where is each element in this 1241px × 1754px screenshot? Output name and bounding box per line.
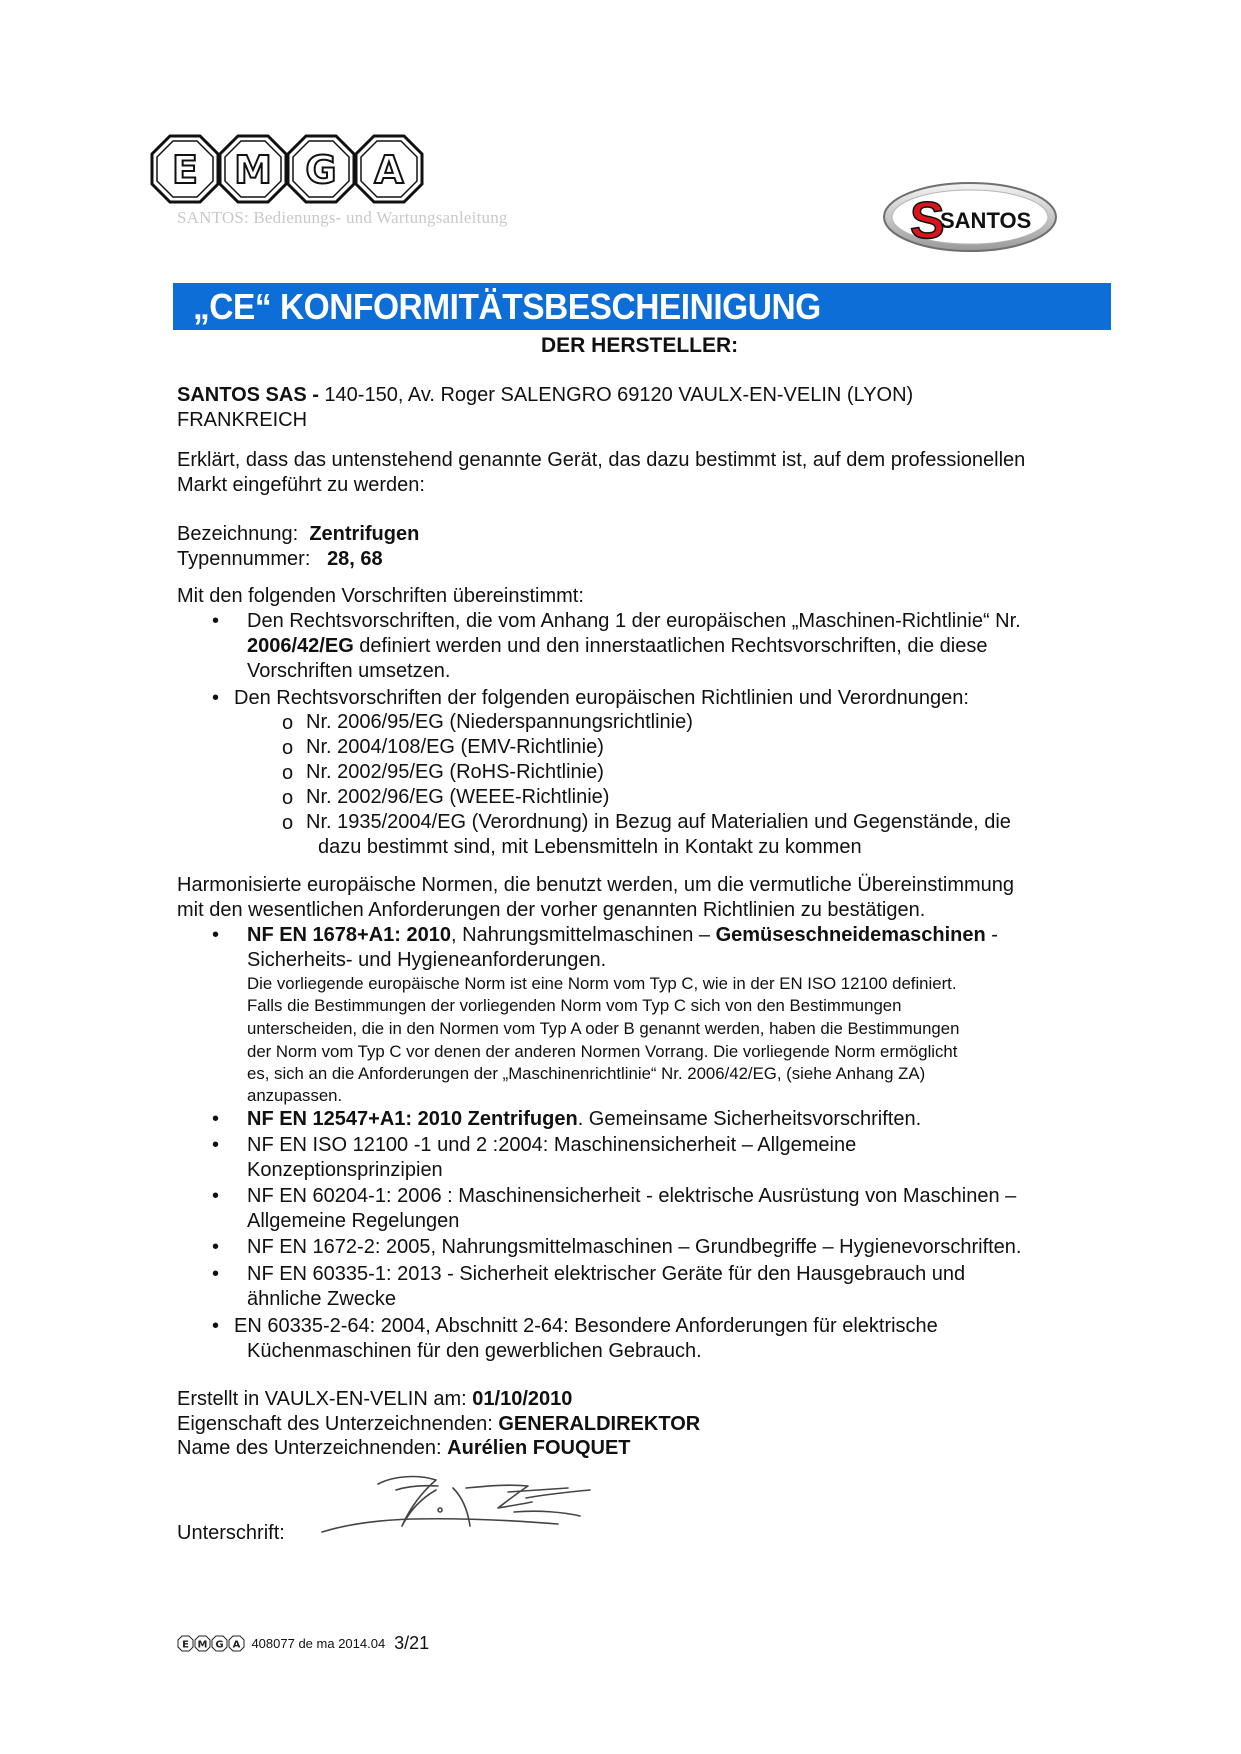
- standard-1-note-3: unterscheiden, die in den Normen vom Typ A oder B genannt werden, haben die Bestimmungen: [247, 1019, 960, 1038]
- directive-4: Nr. 2002/96/EG (WEEE-Richtlinie): [306, 786, 610, 808]
- regulation-1-line-1: Den Rechtsvorschriften, die vom Anhang 1 der europäischen „Maschinen-Richtlinie“ Nr.: [247, 610, 1021, 632]
- emga-mini-a: A: [232, 1639, 241, 1650]
- directive-5-line-2: dazu bestimmt sind, mit Lebensmitteln in Kontakt zu kommen: [318, 836, 862, 858]
- regulation-1-number: 2006/42/EG: [247, 635, 354, 657]
- document-reference: 408077 de ma 2014.04: [251, 1636, 386, 1651]
- bullet-icon: •: [212, 924, 220, 946]
- declaration-line-1: Erklärt, dass das untenstehend genannte Gerät, das dazu bestimmt ist, auf dem professionellen: [177, 449, 1026, 471]
- standard-2-text: . Gemeinsame Sicherheitsvorschriften.: [577, 1108, 922, 1130]
- signature-image: [318, 1468, 618, 1553]
- santos-logo: [880, 180, 1060, 260]
- emga-letter-g: G: [305, 148, 337, 192]
- emga-mini-logo: [177, 1635, 247, 1653]
- signer-role-label: Eigenschaft des Unterzeichnenden:: [177, 1413, 499, 1435]
- bullet-icon: •: [212, 1263, 220, 1285]
- type-number-value: 28, 68: [327, 548, 383, 570]
- directive-5: Nr. 1935/2004/EG (Verordnung) in Bezug auf Materialien und Gegenstände, die: [306, 811, 1011, 833]
- manufacturer-country: FRANKREICH: [177, 409, 308, 431]
- emga-letter-m: M: [234, 148, 272, 192]
- circle-bullet-icon: o: [282, 787, 294, 809]
- regulations-intro: Mit den folgenden Vorschriften übereinstimmt:: [177, 585, 584, 607]
- signer-name-label: Name des Unterzeichnenden:: [177, 1437, 448, 1459]
- bullet-icon: •: [212, 1134, 220, 1156]
- footer: [177, 1633, 429, 1654]
- emga-mini-m: M: [197, 1639, 208, 1650]
- standard-4-line-1: NF EN 60204-1: 2006 : Maschinensicherheit - elektrische Ausrüstung von Maschinen –: [247, 1185, 1017, 1207]
- company-name: SANTOS SAS -: [177, 384, 319, 406]
- circle-bullet-icon: o: [282, 762, 294, 784]
- svg-text:S: S: [910, 192, 945, 250]
- bullet-icon: •: [212, 1108, 220, 1130]
- santos-logo-text: SANTOS: [940, 208, 1032, 233]
- bullet-icon: •: [212, 610, 220, 632]
- signature-label: Unterschrift:: [177, 1522, 285, 1544]
- standard-1-line-1: [247, 923, 998, 948]
- standard-1-note-1: Die vorliegende europäische Norm ist eine Norm vom Typ C, wie in der EN ISO 12100 definiert.: [247, 974, 957, 993]
- emga-letter-e: E: [172, 148, 198, 192]
- standard-1-code: NF EN 1678+A1: 2010: [247, 924, 452, 946]
- emga-letter-a: A: [374, 148, 404, 192]
- directive-3: Nr. 2002/95/EG (RoHS-Richtlinie): [306, 761, 604, 783]
- signer-role: GENERALDIREKTOR: [498, 1413, 701, 1435]
- bullet-icon: •: [212, 1185, 220, 1207]
- manufacturer-heading: DER HERSTELLER:: [541, 334, 739, 357]
- standard-1-line-2: Sicherheits- und Hygieneanforderungen.: [247, 949, 607, 971]
- page-number: 3/21: [394, 1633, 430, 1653]
- emga-mini-e: E: [182, 1639, 189, 1650]
- circle-bullet-icon: o: [282, 737, 294, 759]
- created-in-row: [177, 1387, 572, 1412]
- manufacturer-address: [177, 383, 913, 408]
- regulation-2: Den Rechtsvorschriften der folgenden europäischen Richtlinien und Verordnungen:: [234, 687, 969, 709]
- bullet-icon: •: [212, 687, 220, 709]
- standard-1-mid: , Nahrungsmittelmaschinen –: [451, 924, 716, 946]
- address-text: 140-150, Av. Roger SALENGRO 69120 VAULX-EN-VELIN (LYON): [318, 384, 914, 406]
- created-in-label: Erstellt in VAULX-EN-VELIN am:: [177, 1388, 473, 1410]
- directive-1: Nr. 2006/95/EG (Niederspannungsrichtlinie): [306, 711, 693, 733]
- standard-7-line-1: EN 60335-2-64: 2004, Abschnitt 2-64: Besondere Anforderungen für elektrische: [234, 1315, 938, 1337]
- standard-6-line-1: NF EN 60335-1: 2013 - Sicherheit elektrischer Geräte für den Hausgebrauch und: [247, 1263, 966, 1285]
- standard-1-note-5: es, sich an die Anforderungen der „Maschinenrichtlinie“ Nr. 2006/42/EG, (siehe Anhang ZA): [247, 1064, 926, 1083]
- type-number-row: [177, 547, 383, 572]
- created-date: 01/10/2010: [472, 1388, 573, 1410]
- standard-2: [247, 1107, 921, 1132]
- signer-name-row: [177, 1436, 631, 1461]
- standard-4-line-2: Allgemeine Regelungen: [247, 1210, 460, 1232]
- standard-3-line-2: Konzeptionsprinzipien: [247, 1159, 443, 1181]
- standard-1-end: -: [985, 924, 998, 946]
- standards-intro-line-1: Harmonisierte europäische Normen, die benutzt werden, um die vermutliche Übereinstimmung: [177, 874, 1015, 896]
- designation-value: Zentrifugen: [309, 523, 420, 545]
- emga-logo: [148, 132, 438, 211]
- regulation-1-line-2-text: definiert werden und den innerstaatlichen Rechtsvorschriften, die diese: [353, 635, 988, 657]
- standard-5: NF EN 1672-2: 2005, Nahrungsmittelmaschinen – Grundbegriffe – Hygienevorschriften.: [247, 1236, 1022, 1258]
- signer-role-row: [177, 1412, 700, 1437]
- standard-7-line-2: Küchenmaschinen für den gewerblichen Gebrauch.: [247, 1340, 702, 1362]
- signer-name: Aurélien FOUQUET: [447, 1437, 631, 1459]
- manual-subtitle: SANTOS: Bedienungs- und Wartungsanleitung: [177, 208, 508, 227]
- standard-2-code: NF EN 12547+A1: 2010 Zentrifugen: [247, 1108, 578, 1130]
- type-number-label: Typennummer:: [177, 548, 311, 570]
- standard-1-note-2: Falls die Bestimmungen der vorliegenden Norm vom Typ C sich von den Bestimmungen: [247, 996, 902, 1015]
- designation-label: Bezeichnung:: [177, 523, 299, 545]
- circle-bullet-icon: o: [282, 712, 294, 734]
- directive-2: Nr. 2004/108/EG (EMV-Richtlinie): [306, 736, 604, 758]
- circle-bullet-icon: o: [282, 812, 294, 834]
- standard-1-title: Gemüseschneidemaschinen: [715, 924, 986, 946]
- declaration-line-2: Markt eingeführt zu werden:: [177, 474, 425, 496]
- designation-row: [177, 522, 419, 547]
- standards-intro-line-2: mit den wesentlichen Anforderungen der vorher genannten Richtlinien zu bestätigen.: [177, 899, 926, 921]
- regulation-1-line-3: Vorschriften umsetzen.: [247, 660, 451, 682]
- bullet-icon: •: [212, 1315, 220, 1337]
- standard-1-note-4: der Norm vom Typ C vor denen der anderen Normen Vorrang. Die vorliegende Norm ermöglicht: [247, 1042, 958, 1061]
- standard-1-note-6: anzupassen.: [247, 1086, 343, 1105]
- standard-6-line-2: ähnliche Zwecke: [247, 1288, 396, 1310]
- page-title: „CE“ KONFORMITÄTSBESCHEINIGUNG: [193, 286, 821, 327]
- emga-mini-g: G: [215, 1639, 224, 1650]
- bullet-icon: •: [212, 1236, 220, 1258]
- standard-3-line-1: NF EN ISO 12100 -1 und 2 :2004: Maschinensicherheit – Allgemeine: [247, 1134, 857, 1156]
- regulation-1-line-2: [247, 634, 987, 659]
